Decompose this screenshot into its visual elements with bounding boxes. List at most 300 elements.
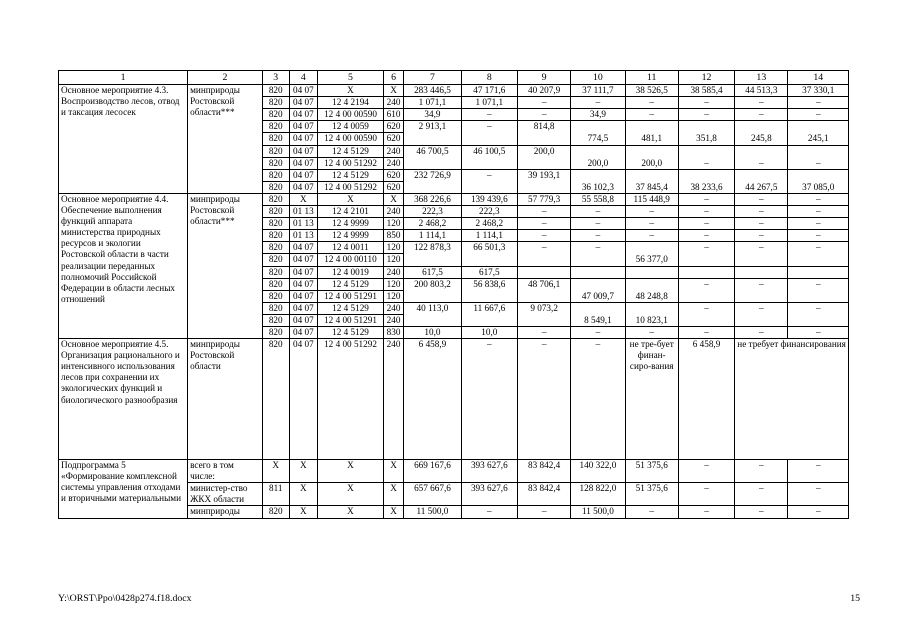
header-cell: 13	[735, 71, 788, 85]
table-row	[59, 460, 849, 483]
table-cell: –	[571, 218, 625, 230]
table-cell: 240	[383, 266, 403, 278]
measure-name: Основное мероприятие 4.4. Обеспечение выполнения функций аппарата министерства природных ресурсов и экологии Ростовской области в части реализации переданных полномочий Российской Федерации в области лесных отношений	[59, 193, 188, 338]
table-cell: 12 4 5129	[318, 302, 384, 314]
subprogram-name: Подпрограмма 5 «Формирование комплексной системы управления отходами и вторичными материальными	[59, 460, 188, 518]
table-cell	[625, 242, 678, 254]
table-cell: 240	[383, 302, 403, 314]
table-cell: 830	[383, 326, 403, 338]
table-cell: 368 226,6	[404, 193, 461, 205]
table-cell: –	[517, 206, 570, 218]
table-cell: 1 071,1	[404, 97, 461, 109]
table-cell: Х	[383, 460, 403, 483]
header-cell: 1	[59, 71, 188, 85]
table-cell: 115 448,9	[625, 193, 678, 205]
table-cell: 620	[383, 121, 403, 133]
table-cell: –	[517, 242, 570, 254]
table-cell: 04 07	[289, 290, 318, 302]
table-cell: 56 838,6	[461, 278, 517, 290]
table-cell	[461, 314, 517, 326]
table-cell: 820	[262, 290, 289, 302]
table-cell: 34,9	[571, 109, 625, 121]
table-cell: 01 13	[289, 218, 318, 230]
table-cell: 83 842,4	[517, 460, 570, 483]
executor: минприроды Ростовской области	[188, 339, 263, 460]
page-number: 15	[850, 593, 860, 604]
table-row	[59, 193, 849, 205]
budget-table	[58, 70, 849, 519]
header-cell: 11	[625, 71, 678, 85]
table-cell: 04 07	[289, 242, 318, 254]
table-cell: 139 439,6	[461, 193, 517, 205]
table-cell: –	[788, 230, 849, 242]
table-cell: 620	[383, 133, 403, 145]
table-cell: 850	[383, 230, 403, 242]
table-cell	[517, 157, 570, 169]
table-cell: 657 667,6	[404, 483, 461, 506]
table-cell: 232 726,9	[404, 169, 461, 181]
table-cell: 12 4 9999	[318, 218, 384, 230]
table-cell: 56 377,0	[625, 254, 678, 266]
table-cell: 240	[383, 314, 403, 326]
table-cell: –	[625, 97, 678, 109]
table-cell: –	[625, 206, 678, 218]
table-cell: 12 4 5129	[318, 326, 384, 338]
table-cell: 37 085,0	[788, 169, 849, 193]
table-cell: 820	[262, 218, 289, 230]
table-cell: 04 07	[289, 326, 318, 338]
table-cell: –	[788, 278, 849, 302]
table-cell: 9 073,2	[517, 302, 570, 314]
table-cell: 83 842,4	[517, 483, 570, 506]
table-cell: 617,5	[461, 266, 517, 278]
table-cell: 820	[262, 206, 289, 218]
table-cell: –	[735, 278, 788, 302]
table-cell: 240	[383, 157, 403, 169]
table-cell: 610	[383, 109, 403, 121]
table-cell: 12 4 00 00590	[318, 133, 384, 145]
table-cell: –	[788, 460, 849, 483]
table-cell: Х	[289, 483, 318, 506]
table-cell: –	[735, 218, 788, 230]
header-cell: 6	[383, 71, 403, 85]
header-cell: 3	[262, 71, 289, 85]
table-cell: 1 114,1	[461, 230, 517, 242]
table-cell: 48 248,8	[625, 278, 678, 302]
table-cell	[404, 133, 461, 145]
table-cell: Х	[318, 460, 384, 483]
table-cell	[735, 266, 788, 278]
table-cell: 200,0	[517, 145, 570, 157]
table-cell: 240	[383, 339, 403, 460]
table-cell: –	[571, 339, 625, 460]
header-cell: 10	[571, 71, 625, 85]
table-cell: –	[788, 302, 849, 326]
table-cell: 46 100,5	[461, 145, 517, 157]
table-cell: 351,8	[678, 121, 734, 145]
table-cell	[517, 181, 570, 193]
table-cell: –	[788, 506, 849, 518]
table-cell: –	[678, 506, 734, 518]
table-cell: 820	[262, 85, 289, 97]
table-cell: 12 4 5129	[318, 169, 384, 181]
table-cell: Х	[262, 460, 289, 483]
table-cell: 245,8	[735, 121, 788, 145]
table-cell: 04 07	[289, 109, 318, 121]
table-cell: 222,3	[461, 206, 517, 218]
table-cell: 38 585,4	[678, 85, 734, 97]
table-cell: 128 822,0	[571, 483, 625, 506]
file-path: Y:\ORST\Ppo\0428p274.f18.docx	[58, 593, 192, 604]
table-cell: 820	[262, 326, 289, 338]
table-cell: 66 501,3	[461, 242, 517, 254]
table-cell: –	[678, 193, 734, 205]
table-cell: –	[735, 109, 788, 121]
table-cell: 820	[262, 169, 289, 181]
table-cell: –	[678, 483, 734, 506]
header-cell: 5	[318, 71, 384, 85]
table-cell: 12 4 00 51292	[318, 181, 384, 193]
table-cell: 245,1	[788, 121, 849, 145]
table-cell: 36 102,3	[571, 169, 625, 193]
executor: всего в том числе:	[188, 460, 263, 483]
table-row	[59, 339, 849, 460]
table-cell: –	[735, 242, 788, 254]
table-cell: 11 500,0	[404, 506, 461, 518]
table-cell: –	[625, 326, 678, 338]
table-cell: 1 114,1	[404, 230, 461, 242]
table-cell: –	[517, 506, 570, 518]
table-cell: 37 845,4	[625, 169, 678, 193]
table-cell: 47 171,6	[461, 85, 517, 97]
table-cell: 04 07	[289, 121, 318, 133]
table-cell: –	[788, 206, 849, 218]
table-cell: –	[735, 326, 788, 338]
table-cell: 820	[262, 266, 289, 278]
table-cell: 12 4 0059	[318, 121, 384, 133]
table-cell: –	[461, 169, 517, 181]
table-cell	[571, 266, 625, 278]
table-cell: 481,1	[625, 121, 678, 145]
table-cell: –	[678, 302, 734, 326]
executor: минприроды	[188, 506, 263, 518]
table-cell: –	[571, 230, 625, 242]
table-cell: –	[571, 326, 625, 338]
table-cell: 820	[262, 314, 289, 326]
table-cell: 38 233,6	[678, 169, 734, 193]
table-cell: 120	[383, 278, 403, 290]
table-cell: 240	[383, 206, 403, 218]
table-cell	[461, 181, 517, 193]
table-cell: –	[461, 109, 517, 121]
table-cell: –	[625, 230, 678, 242]
measure-name: Основное мероприятие 4.3. Воспроизводство лесов, отвод и таксация лесосек	[59, 85, 188, 194]
table-cell: 811	[262, 483, 289, 506]
table-cell: 200,0	[571, 145, 625, 169]
table-cell: 48 706,1	[517, 278, 570, 290]
table-cell: 12 4 2194	[318, 97, 384, 109]
table-cell: Х	[289, 506, 318, 518]
table-cell: –	[517, 109, 570, 121]
table-cell: –	[788, 97, 849, 109]
table-cell	[461, 157, 517, 169]
table-cell: 6 458,9	[678, 339, 734, 460]
executor: министер-ство ЖКХ области	[188, 483, 263, 506]
table-cell: 12 4 00 51292	[318, 339, 384, 460]
table-cell: 04 07	[289, 157, 318, 169]
table-cell: Х	[318, 85, 384, 97]
table-cell: 04 07	[289, 302, 318, 314]
table-cell: –	[678, 460, 734, 483]
table-cell: 10,0	[404, 326, 461, 338]
table-cell: –	[735, 302, 788, 326]
table-cell	[517, 266, 570, 278]
table-cell: 38 526,5	[625, 85, 678, 97]
table-cell: 1 071,1	[461, 97, 517, 109]
table-cell: 40 207,9	[517, 85, 570, 97]
table-cell	[461, 290, 517, 302]
table-cell: 820	[262, 254, 289, 266]
table-cell: 34,9	[404, 109, 461, 121]
table-cell	[678, 254, 734, 266]
table-cell: 620	[383, 181, 403, 193]
table-cell	[404, 290, 461, 302]
table-cell: 620	[383, 169, 403, 181]
table-cell: 04 07	[289, 314, 318, 326]
table-cell: 12 4 5129	[318, 145, 384, 157]
table-cell: –	[735, 230, 788, 242]
table-cell: –	[735, 97, 788, 109]
table-cell: Х	[383, 483, 403, 506]
table-cell: –	[735, 506, 788, 518]
table-cell: 820	[262, 278, 289, 290]
header-cell: 7	[404, 71, 461, 85]
table-cell: –	[678, 230, 734, 242]
table-cell: 122 878,3	[404, 242, 461, 254]
table-cell: 12 4 0011	[318, 242, 384, 254]
table-cell: 12 4 0019	[318, 266, 384, 278]
table-cell: 8 549,1	[571, 302, 625, 326]
table-cell: 820	[262, 145, 289, 157]
table-cell: 820	[262, 157, 289, 169]
table-cell: 37 330,1	[788, 85, 849, 97]
table-cell: 120	[383, 218, 403, 230]
executor: минприроды Ростовской области***	[188, 193, 263, 338]
table-cell: 820	[262, 133, 289, 145]
table-cell: не требует финансирования	[735, 339, 849, 460]
table-cell: –	[678, 206, 734, 218]
table-cell: 2 468,2	[404, 218, 461, 230]
table-cell: –	[678, 109, 734, 121]
table-cell: 2 913,1	[404, 121, 461, 133]
table-cell	[461, 254, 517, 266]
table-cell	[517, 133, 570, 145]
table-cell: 12 4 9999	[318, 230, 384, 242]
header-cell: 12	[678, 71, 734, 85]
table-cell: Х	[289, 460, 318, 483]
table-cell: –	[788, 326, 849, 338]
header-cell: 2	[188, 71, 263, 85]
table-cell	[517, 314, 570, 326]
table-cell	[788, 266, 849, 278]
table-cell: 393 627,6	[461, 460, 517, 483]
table-cell: 44 513,3	[735, 85, 788, 97]
table-cell: 200,0	[625, 145, 678, 169]
table-cell: 04 07	[289, 254, 318, 266]
table-cell: 140 322,0	[571, 460, 625, 483]
table-cell: 55 558,8	[571, 193, 625, 205]
table-cell: 820	[262, 339, 289, 460]
table-cell: Х	[383, 506, 403, 518]
table-cell: –	[517, 339, 570, 460]
header-cell: 8	[461, 71, 517, 85]
table-cell: 200 803,2	[404, 278, 461, 290]
table-cell: 814,8	[517, 121, 570, 133]
table-cell: –	[517, 97, 570, 109]
table-cell: –	[788, 109, 849, 121]
table-cell: 10,0	[461, 326, 517, 338]
table-cell: –	[625, 218, 678, 230]
table-cell	[625, 266, 678, 278]
table-cell: Х	[383, 85, 403, 97]
table-cell: –	[517, 218, 570, 230]
table-cell	[404, 157, 461, 169]
table-cell: 240	[383, 97, 403, 109]
table-cell: –	[678, 218, 734, 230]
table-cell: 57 779,3	[517, 193, 570, 205]
table-cell: 617,5	[404, 266, 461, 278]
table-cell: 37 111,7	[571, 85, 625, 97]
table-cell: 820	[262, 302, 289, 314]
table-cell: –	[517, 230, 570, 242]
table-cell: Х	[383, 193, 403, 205]
table-cell: 51 375,6	[625, 483, 678, 506]
header-cell: 14	[788, 71, 849, 85]
header-cell: 9	[517, 71, 570, 85]
table-cell: 820	[262, 230, 289, 242]
table-cell: –	[735, 145, 788, 169]
table-cell: 12 4 00 51291	[318, 290, 384, 302]
table-cell: 04 07	[289, 85, 318, 97]
table-cell: 6 458,9	[404, 339, 461, 460]
table-cell: 11 667,6	[461, 302, 517, 314]
table-cell: 39 193,1	[517, 169, 570, 181]
measure-name: Основное мероприятие 4.5. Организация рационального и интенсивного использования лесов при сохранении их экологических функций и биологического разнообразия	[59, 339, 188, 460]
table-cell: 820	[262, 97, 289, 109]
table-cell: –	[735, 206, 788, 218]
table-cell: –	[461, 506, 517, 518]
table-cell: –	[678, 242, 734, 254]
table-cell: 240	[383, 145, 403, 157]
table-cell: –	[788, 218, 849, 230]
table-cell: 01 13	[289, 206, 318, 218]
header-cell: 4	[289, 71, 318, 85]
table-cell: 04 07	[289, 145, 318, 157]
table-cell: 46 700,5	[404, 145, 461, 157]
table-cell: 47 009,7	[571, 278, 625, 302]
table-cell: 51 375,6	[625, 460, 678, 483]
table-cell	[678, 266, 734, 278]
table-cell: 01 13	[289, 230, 318, 242]
table-cell: –	[678, 278, 734, 302]
table-cell: 04 07	[289, 278, 318, 290]
table-cell: 12 4 00 51292	[318, 157, 384, 169]
table-cell: Х	[318, 193, 384, 205]
header-row	[59, 71, 849, 85]
table-cell: –	[735, 193, 788, 205]
table-cell: –	[571, 97, 625, 109]
table-cell	[571, 254, 625, 266]
table-cell	[517, 254, 570, 266]
table-cell: 12 4 00 51291	[318, 314, 384, 326]
table-cell: 04 07	[289, 133, 318, 145]
table-cell	[404, 181, 461, 193]
table-cell: 04 07	[289, 339, 318, 460]
table-cell: 669 167,6	[404, 460, 461, 483]
table-cell: 12 4 00 00110	[318, 254, 384, 266]
table-cell: 04 07	[289, 169, 318, 181]
table-cell: Х	[318, 483, 384, 506]
table-cell: 10 823,1	[625, 302, 678, 326]
table-cell: –	[788, 145, 849, 169]
table-cell	[461, 133, 517, 145]
table-cell: 820	[262, 506, 289, 518]
table-row	[59, 85, 849, 97]
executor: минприроды Ростовской области***	[188, 85, 263, 194]
table-cell: –	[461, 121, 517, 133]
table-cell: 820	[262, 242, 289, 254]
table-cell	[404, 314, 461, 326]
table-cell: 820	[262, 193, 289, 205]
table-cell: 11 500,0	[571, 506, 625, 518]
table-cell: –	[678, 326, 734, 338]
table-cell: –	[735, 483, 788, 506]
table-cell	[788, 254, 849, 266]
table-cell: –	[517, 326, 570, 338]
table-cell: –	[788, 483, 849, 506]
table-cell	[517, 290, 570, 302]
table-cell	[735, 254, 788, 266]
table-cell: –	[678, 145, 734, 169]
table-cell: 04 07	[289, 97, 318, 109]
table-cell: 820	[262, 181, 289, 193]
table-cell: Х	[318, 506, 384, 518]
table-cell: 222,3	[404, 206, 461, 218]
table-cell: –	[571, 242, 625, 254]
table-cell: 44 267,5	[735, 169, 788, 193]
table-cell: 774,5	[571, 121, 625, 145]
table-cell: 120	[383, 242, 403, 254]
table-cell: –	[788, 193, 849, 205]
table-cell: 2 468,2	[461, 218, 517, 230]
table-cell: 40 113,0	[404, 302, 461, 314]
table-cell: –	[788, 242, 849, 254]
table-cell: –	[625, 109, 678, 121]
table-cell: –	[625, 506, 678, 518]
table-cell: 820	[262, 109, 289, 121]
table-cell: 12 4 00 00590	[318, 109, 384, 121]
table-cell: 04 07	[289, 266, 318, 278]
table-cell: 120	[383, 290, 403, 302]
table-cell: –	[678, 97, 734, 109]
table-cell: 12 4 5129	[318, 278, 384, 290]
table-cell: не тре-бует финан-сиро-вания	[625, 339, 678, 460]
table-cell: 393 627,6	[461, 483, 517, 506]
table-cell: –	[735, 460, 788, 483]
table-cell	[404, 254, 461, 266]
table-cell: 04 07	[289, 181, 318, 193]
table-cell: 283 446,5	[404, 85, 461, 97]
